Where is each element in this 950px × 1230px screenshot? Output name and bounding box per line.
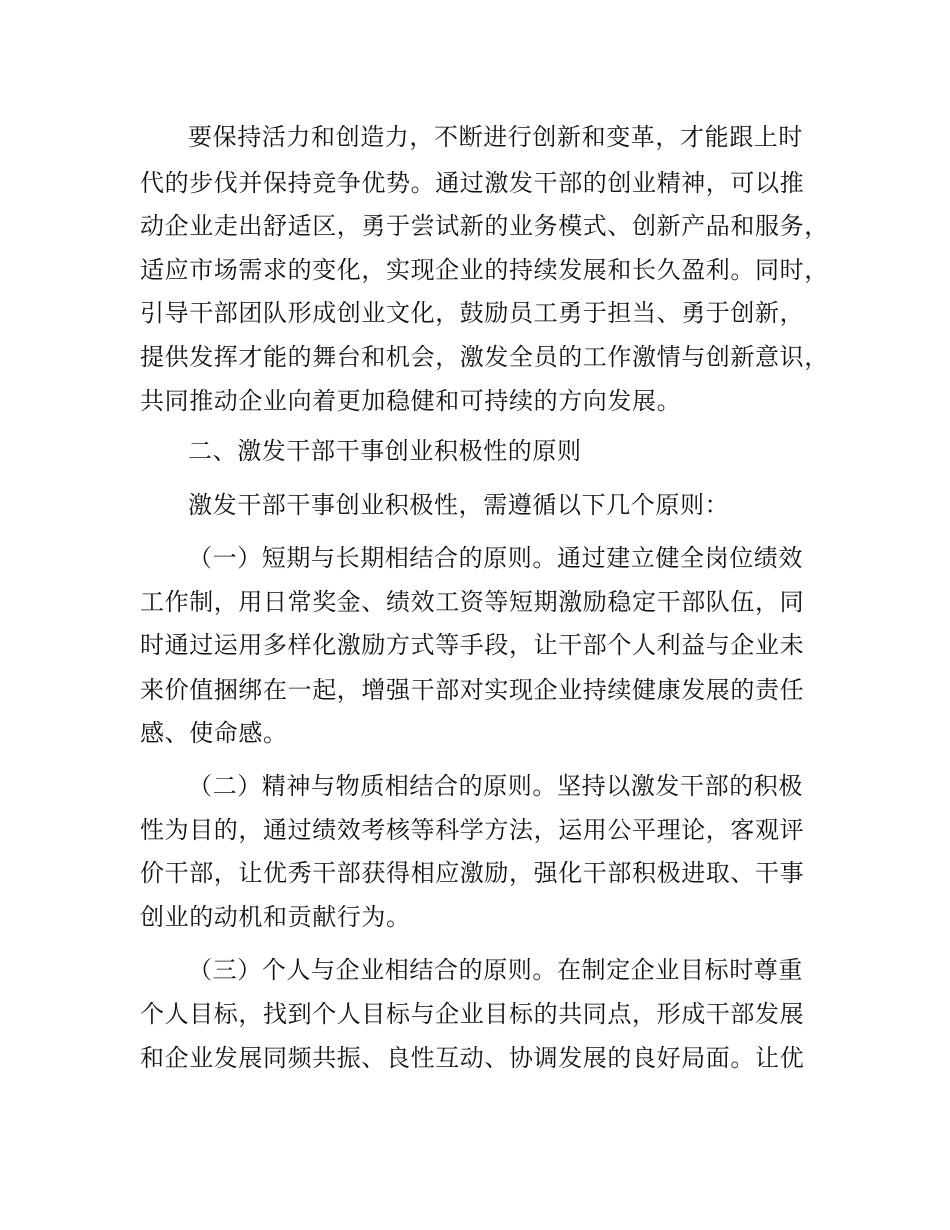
- text-line: 创业的动机和贡献行为。: [140, 903, 411, 931]
- text-line: 提供发挥才能的舞台和机会，激发全员的工作激情与创新意识，: [140, 343, 829, 371]
- text-line: 激发干部干事创业积极性，需遵循以下几个原则：: [188, 491, 730, 519]
- text-line: （三）个人与企业相结合的原则。在制定企业目标时尊重: [188, 956, 803, 984]
- text-line: 引导干部团队形成创业文化，鼓励员工勇于担当、勇于创新，: [140, 299, 805, 327]
- text-line: （一）短期与长期相结合的原则。通过建立健全岗位绩效: [188, 544, 803, 572]
- text-line: 动企业走出舒适区，勇于尝试新的业务模式、创新产品和服务，: [140, 212, 829, 240]
- text-line: 适应市场需求的变化，实现企业的持续发展和长久盈利。同时，: [140, 256, 829, 284]
- text-line: 来价值捆绑在一起，增强干部对实现企业持续健康发展的责任: [140, 676, 805, 704]
- text-line: 时通过运用多样化激励方式等手段，让干部个人利益与企业未: [140, 631, 805, 659]
- text-line: 工作制，用日常奖金、绩效工资等短期激励稳定干部队伍，同: [140, 588, 805, 616]
- text-line: 价干部，让优秀干部获得相应激励，强化干部积极进取、干事: [140, 859, 805, 887]
- text-line: 个人目标，找到个人目标与企业目标的共同点，形成干部发展: [140, 1000, 805, 1028]
- section-heading: 二、激发干部干事创业积极性的原则: [188, 437, 582, 465]
- text-line: 感、使命感。: [140, 719, 288, 747]
- text-line: 要保持活力和创造力，不断进行创新和变革，才能跟上时: [188, 123, 803, 151]
- text-line: 和企业发展同频共振、良性互动、协调发展的良好局面。让优: [140, 1044, 805, 1072]
- text-line: 共同推动企业向着更加稳健和可持续的方向发展。: [140, 387, 682, 415]
- text-line: 性为目的，通过绩效考核等科学方法，运用公平理论，客观评: [140, 816, 805, 844]
- text-line: （二）精神与物质相结合的原则。坚持以激发干部的积极: [188, 772, 803, 800]
- text-line: 代的步伐并保持竞争优势。通过激发干部的创业精神，可以推: [140, 169, 805, 197]
